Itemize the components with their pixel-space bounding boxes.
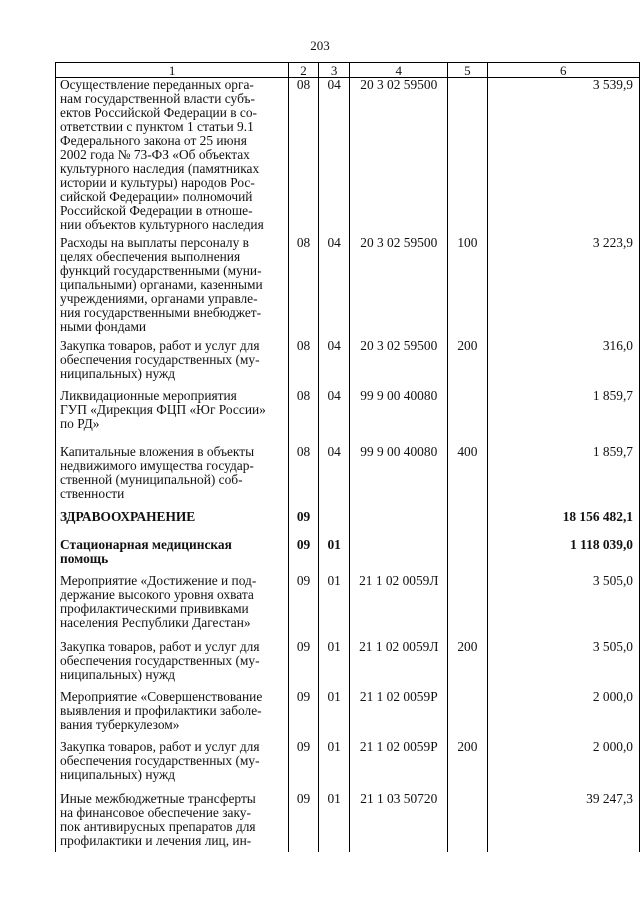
table-row — [56, 740, 640, 792]
row-expense-type — [448, 574, 487, 640]
row-target-code: 99 9 00 40080 — [350, 389, 448, 445]
table-row — [56, 792, 640, 852]
row-target-code — [350, 510, 448, 538]
row-name: Капитальные вложения в объекты недвижимого имущества государ- ственной (муниципальной) соб- ственности — [56, 445, 289, 510]
table-row — [56, 339, 640, 389]
row-expense-type: 200 — [448, 740, 487, 792]
col-header-amount: 6 — [487, 63, 639, 78]
row-name: Ликвидационные мероприятия ГУП «Дирекция ФЦП «Юг России» по РД» — [56, 389, 289, 445]
row-name: ЗДРАВООХРАНЕНИЕ — [56, 510, 289, 538]
row-subsection: 01 — [318, 640, 350, 690]
table-row — [56, 690, 640, 740]
row-subsection: 01 — [318, 690, 350, 740]
row-amount: 3 505,0 — [487, 574, 639, 640]
row-expense-type — [448, 690, 487, 740]
row-amount: 3 539,9 — [487, 78, 639, 236]
row-target-code: 21 1 02 0059Л — [350, 640, 448, 690]
row-subsection — [318, 510, 350, 538]
row-subsection: 04 — [318, 339, 350, 389]
row-target-code: 20 3 02 59500 — [350, 236, 448, 339]
row-section: 08 — [289, 78, 319, 236]
row-section: 09 — [289, 538, 319, 574]
row-name: Осуществление переданных орга- нам государственной власти субъ- ектов Российской Федерации в со- ответствии с пунктом 1 статьи 9.1 Федерального закона от 25 июня 2002 года № 73-ФЗ «Об объектах культурного наследия (памятниках истории и культуры) народов Рос- сийской Федерации» полномочий Российской Федерации в отноше- нии объектов культурного наследия — [56, 78, 289, 236]
row-section: 09 — [289, 792, 319, 852]
table-row — [56, 510, 640, 538]
row-section: 08 — [289, 445, 319, 510]
row-amount: 1 859,7 — [487, 445, 639, 510]
row-expense-type: 200 — [448, 640, 487, 690]
row-target-code: 21 1 02 0059Р — [350, 740, 448, 792]
table-row — [56, 236, 640, 339]
row-subsection: 01 — [318, 740, 350, 792]
col-header-section: 2 — [289, 63, 319, 78]
col-header-subsection: 3 — [318, 63, 350, 78]
row-amount: 3 223,9 — [487, 236, 639, 339]
row-name: Закупка товаров, работ и услуг для обеспечения государственных (му- ниципальных) нужд — [56, 640, 289, 690]
budget-table — [55, 62, 640, 852]
row-subsection: 04 — [318, 78, 350, 236]
row-section: 08 — [289, 339, 319, 389]
row-section: 09 — [289, 574, 319, 640]
row-subsection: 04 — [318, 445, 350, 510]
row-name: Расходы на выплаты персоналу в целях обеспечения выполнения функций государственными (муни- ципальными) органами, казенными учреждениями, органами управле- ния государственными внебюджет- ными фондами — [56, 236, 289, 339]
row-subsection: 01 — [318, 792, 350, 852]
row-expense-type: 400 — [448, 445, 487, 510]
row-amount: 1 118 039,0 — [487, 538, 639, 574]
row-amount: 2 000,0 — [487, 690, 639, 740]
row-section: 09 — [289, 690, 319, 740]
col-header-expense-type: 5 — [448, 63, 487, 78]
row-section: 09 — [289, 510, 319, 538]
row-target-code: 21 1 02 0059Л — [350, 574, 448, 640]
row-amount: 18 156 482,1 — [487, 510, 639, 538]
row-section: 08 — [289, 389, 319, 445]
col-header-target-code: 4 — [350, 63, 448, 78]
row-subsection: 01 — [318, 574, 350, 640]
table-row — [56, 389, 640, 445]
row-amount: 2 000,0 — [487, 740, 639, 792]
row-amount: 1 859,7 — [487, 389, 639, 445]
row-subsection: 01 — [318, 538, 350, 574]
row-expense-type — [448, 510, 487, 538]
row-amount: 39 247,3 — [487, 792, 639, 852]
table-row — [56, 445, 640, 510]
row-section: 09 — [289, 740, 319, 792]
page-number: 203 — [310, 38, 330, 53]
row-name: Закупка товаров, работ и услуг для обеспечения государственных (му- ниципальных) нужд — [56, 339, 289, 389]
row-amount: 316,0 — [487, 339, 639, 389]
row-expense-type — [448, 389, 487, 445]
table-row — [56, 640, 640, 690]
header-row — [56, 63, 640, 78]
row-section: 09 — [289, 640, 319, 690]
row-expense-type — [448, 792, 487, 852]
row-section: 08 — [289, 236, 319, 339]
row-expense-type — [448, 538, 487, 574]
row-expense-type: 100 — [448, 236, 487, 339]
row-expense-type — [448, 78, 487, 236]
row-target-code: 21 1 02 0059Р — [350, 690, 448, 740]
row-target-code: 99 9 00 40080 — [350, 445, 448, 510]
row-subsection: 04 — [318, 236, 350, 339]
table-row — [56, 78, 640, 236]
row-name: Закупка товаров, работ и услуг для обеспечения государственных (му- ниципальных) нужд — [56, 740, 289, 792]
row-name: Мероприятие «Совершенствование выявления и профилактики заболе- вания туберкулезом» — [56, 690, 289, 740]
row-name: Иные межбюджетные трансферты на финансовое обеспечение заку- пок антивирусных препаратов для профилактики и лечения лиц, ин- — [56, 792, 289, 852]
row-target-code — [350, 538, 448, 574]
row-target-code: 21 1 03 50720 — [350, 792, 448, 852]
row-name: Стационарная медицинская помощь — [56, 538, 289, 574]
row-target-code: 20 3 02 59500 — [350, 339, 448, 389]
row-subsection: 04 — [318, 389, 350, 445]
row-expense-type: 200 — [448, 339, 487, 389]
table-row — [56, 538, 640, 574]
col-header-name: 1 — [56, 63, 289, 78]
row-target-code: 20 3 02 59500 — [350, 78, 448, 236]
row-amount: 3 505,0 — [487, 640, 639, 690]
table-row — [56, 574, 640, 640]
row-name: Мероприятие «Достижение и под- держание высокого уровня охвата профилактическими прививками населения Республики Дагестан» — [56, 574, 289, 640]
